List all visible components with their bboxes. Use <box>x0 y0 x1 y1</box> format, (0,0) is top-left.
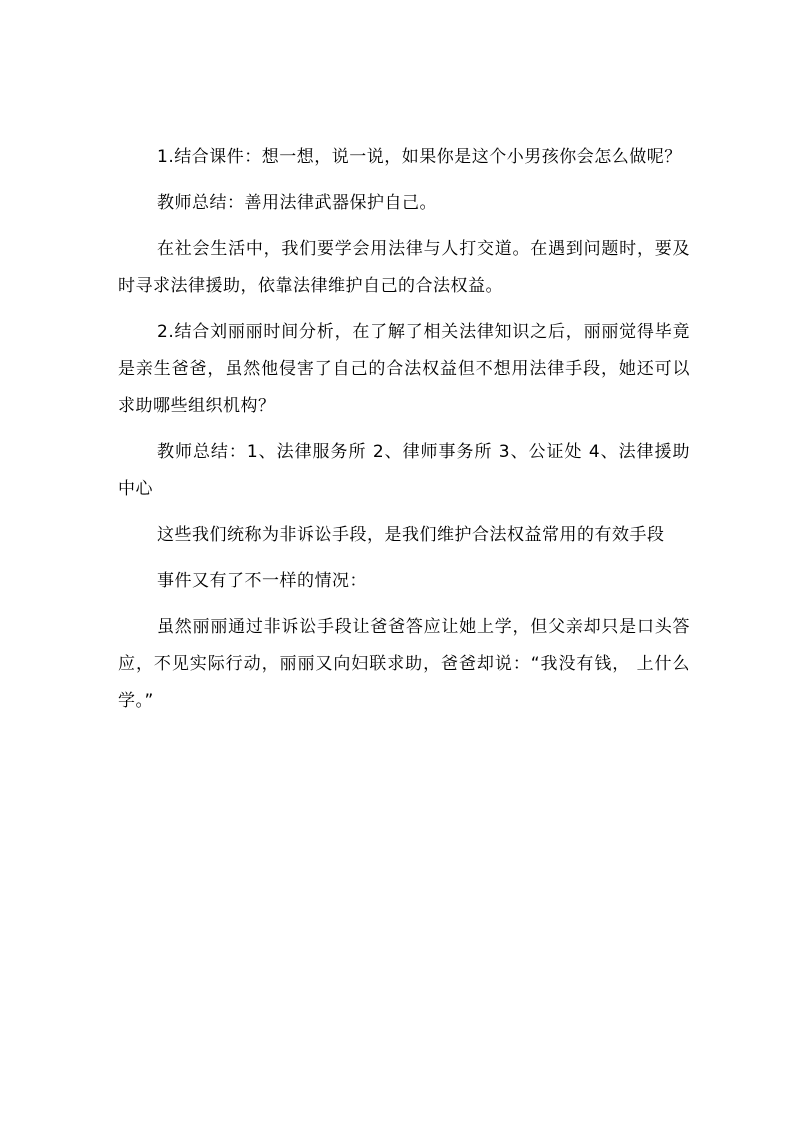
paragraph-new-situation: 事件又有了不一样的情况： <box>157 571 367 591</box>
document-body <box>118 139 690 720</box>
paragraph-teacher-summary-1: 教师总结：善用法律武器保护自己。 <box>157 193 437 213</box>
paragraph-question-1: 1.结合课件：想一想，说一说，如果你是这个小男孩你会怎么做呢？ <box>157 147 682 167</box>
paragraph-question-2: 2.结合刘丽丽时间分析，在了解了相关法律知识之后，丽丽觉得毕竟是亲生爸爸，虽然他侵害了自己的合法权益但不想用法律手段，她还可以求助哪些组织机构？ <box>118 322 690 416</box>
paragraph-legal-aid: 在社会生活中，我们要学会用法律与人打交道。在遇到问题时，要及时寻求法律援助，依靠法律维护自己的合法权益。 <box>118 239 690 296</box>
paragraph-non-litigation: 这些我们统称为非诉讼手段，是我们维护合法权益常用的有效手段 <box>157 525 665 545</box>
paragraph-case-continuation: 虽然丽丽通过非诉讼手段让爸爸答应让她上学，但父亲却只是口头答应，不见实际行动，丽丽又向妇联求助，爸爸却说：“我没有钱， 上什么学。” <box>118 617 690 711</box>
paragraph-teacher-summary-2: 教师总结：1、法律服务所 2、律师事务所 3、公证处 4、法律援助中心 <box>118 442 690 499</box>
